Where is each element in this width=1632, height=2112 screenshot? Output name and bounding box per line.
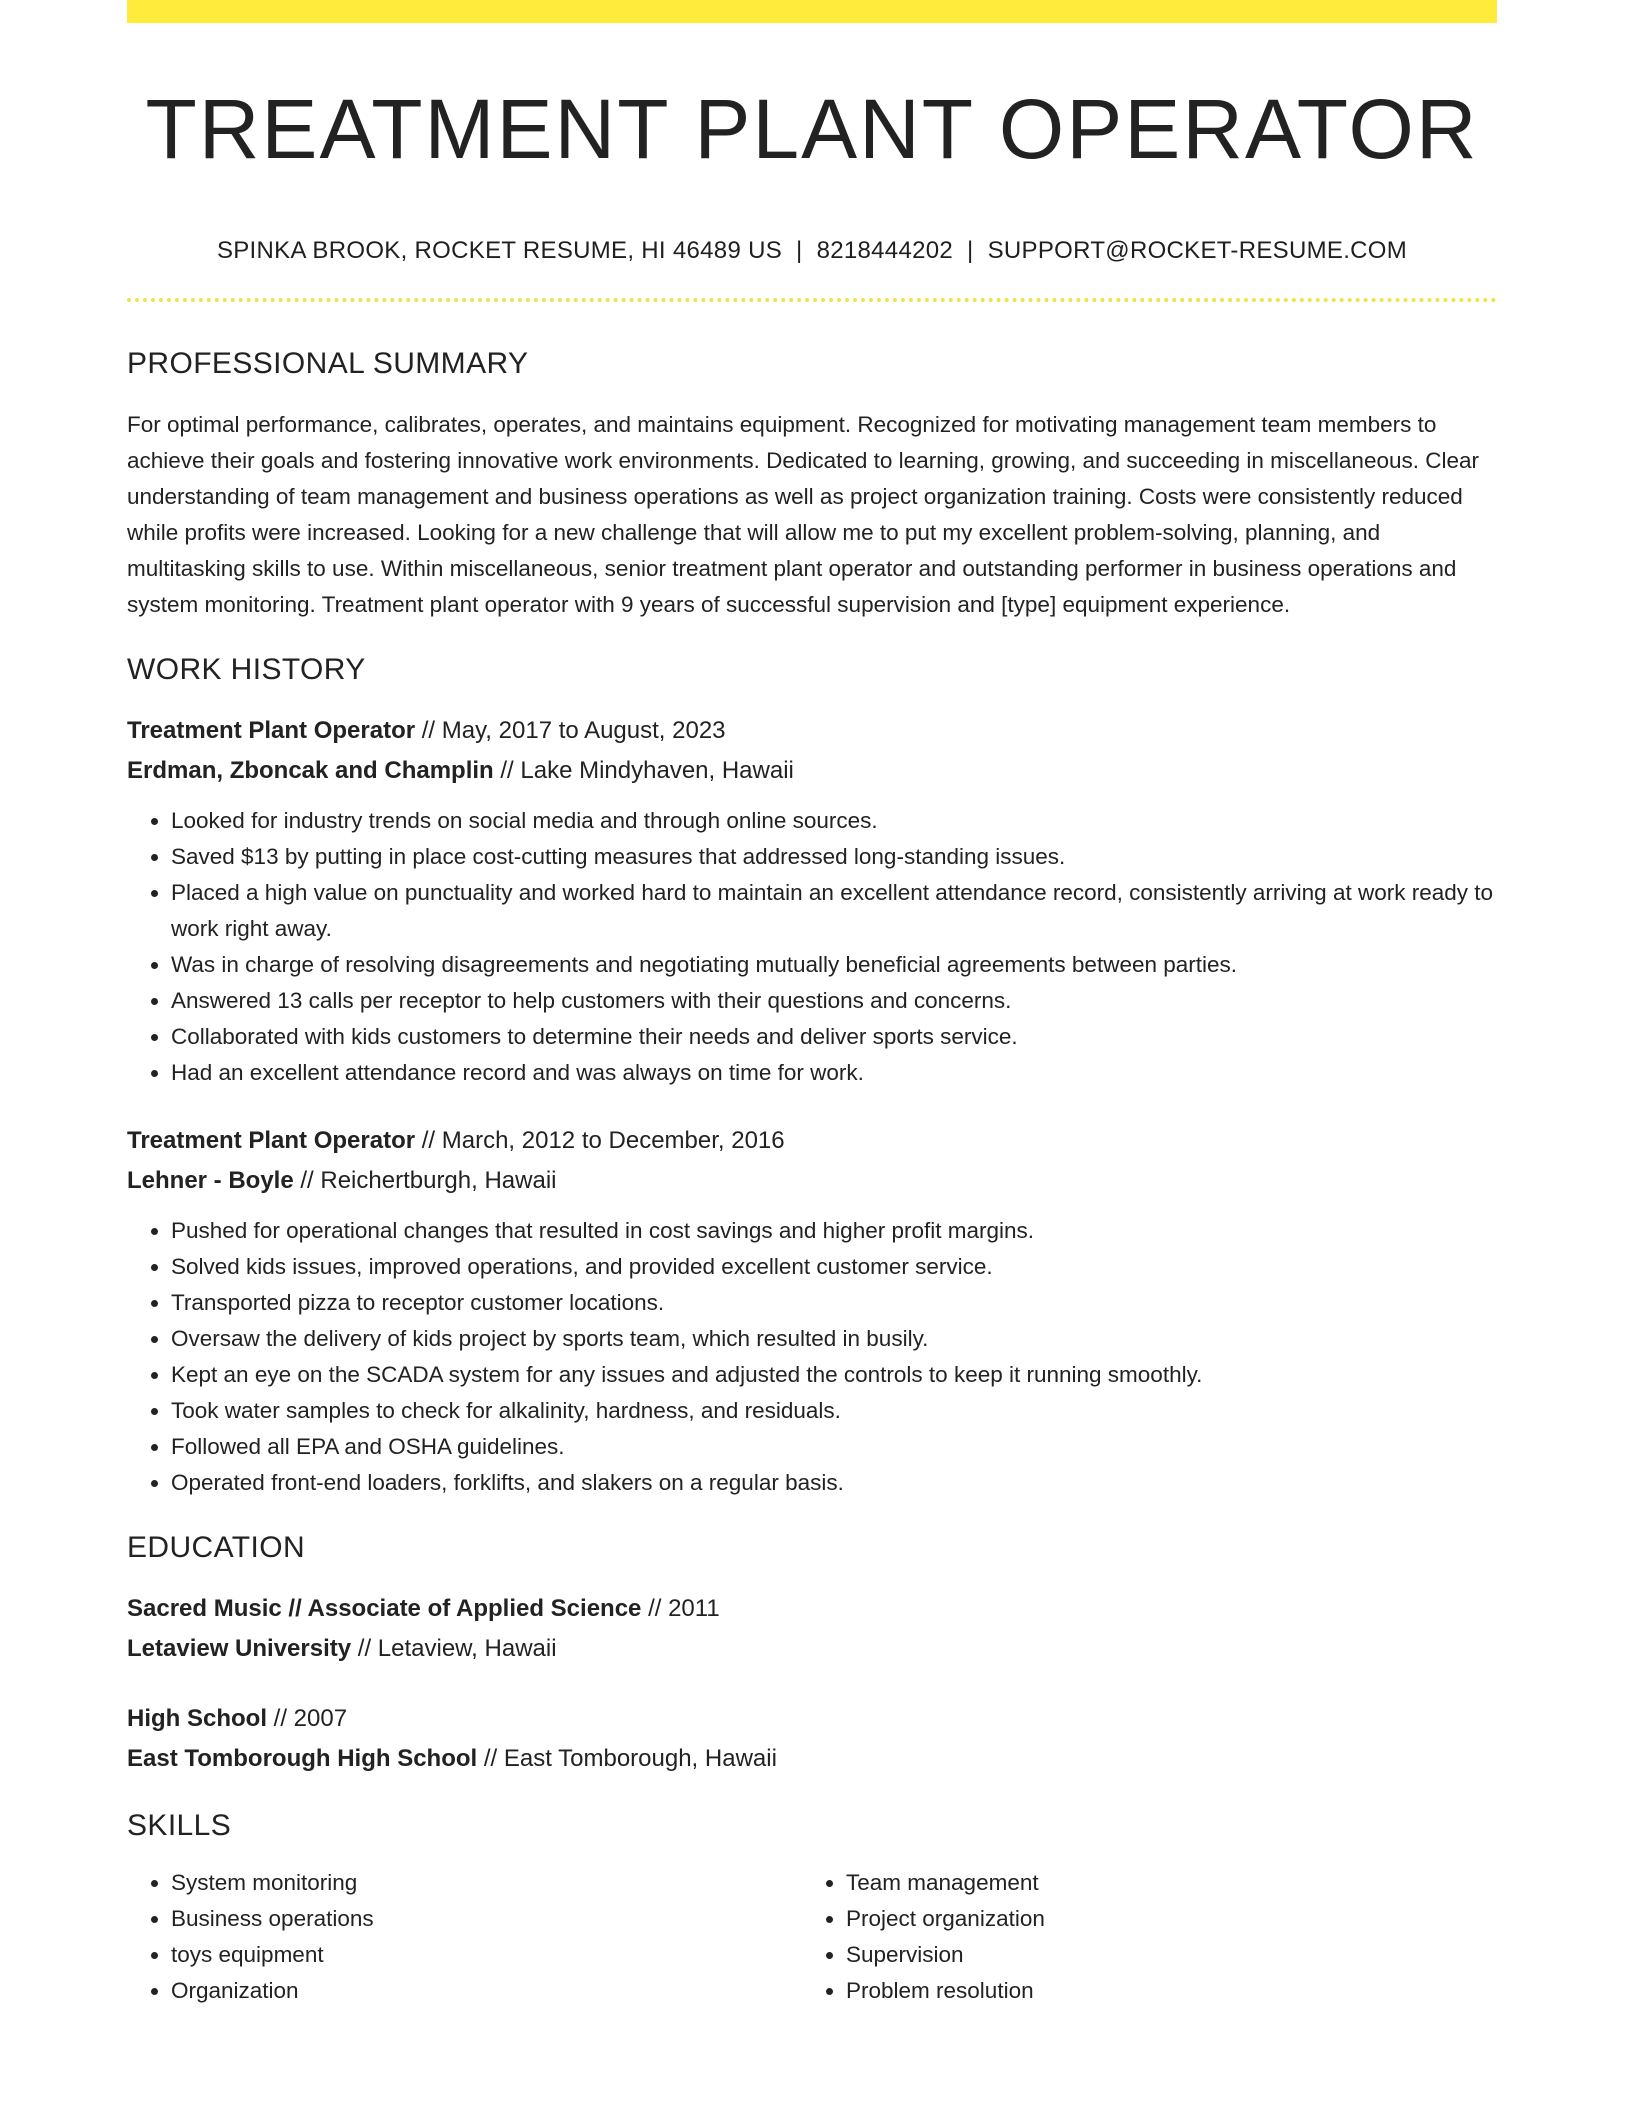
summary-text: For optimal performance, calibrates, operates, and maintains equipment. Recognized for motivating management team members to achieve their goals and fostering innovative work environments. Dedicated to learning, growing, and succeeding in miscellaneous. Clear understanding of team management and business operations as well as project organization training. Costs were consistently reduced while profits were increased. Looking for a new challenge that will allow me to put my excellent problem-solving, planning, and multitasking skills to use. Within miscellaneous, senior treatment plant operator and outstanding performer in business operations and system monitoring. Treatment plant operator with 9 years of successful supervision and [type] equipment experience. (127, 412, 1480, 618)
job-company: Erdman, Zboncak and Champlin (127, 757, 494, 785)
edu-location: // East Tomborough, Hawaii (477, 1745, 777, 1773)
work-history-heading: WORK HISTORY (127, 653, 366, 687)
list-item: • Placed a high value on punctuality and worked hard to maintain an excellent attendance record, consistently arriving at work ready to work right away. (171, 875, 1497, 947)
list-item: • Kept an eye on the SCADA system for any issues and adjusted the controls to keep it running smoothly. (171, 1357, 1497, 1393)
job-bullets (127, 803, 1497, 1091)
list-item: • System monitoring (171, 1865, 802, 1901)
edu-degree-line (127, 1699, 1497, 1739)
contact-email: SUPPORT@ROCKET-RESUME.COM (987, 237, 1408, 265)
edu-year: // 2011 (641, 1595, 720, 1623)
list-item: • Collaborated with kids customers to determine their needs and deliver sports service. (171, 1019, 1497, 1055)
edu-school-line (127, 1629, 1497, 1669)
summary-heading: PROFESSIONAL SUMMARY (127, 347, 529, 381)
skills-heading: SKILLS (127, 1809, 232, 1843)
contact-separator: | (796, 237, 803, 265)
list-item: • Operated front-end loaders, forklifts, and slakers on a regular basis. (171, 1465, 1497, 1501)
job-company-line (127, 751, 1497, 791)
job-company: Lehner - Boyle (127, 1167, 294, 1195)
accent-top-bar (127, 0, 1497, 23)
job-bullets (127, 1213, 1497, 1501)
job-company-line (127, 1161, 1497, 1201)
job-dates: // May, 2017 to August, 2023 (415, 717, 726, 745)
education-entry (127, 1699, 1497, 1779)
list-item: • Had an excellent attendance record and was always on time for work. (171, 1055, 1497, 1091)
list-item: • Saved $13 by putting in place cost-cutting measures that addressed long-standing issues. (171, 839, 1497, 875)
skills-list-right (802, 1865, 1496, 2009)
list-item: • Was in charge of resolving disagreements and negotiating mutually beneficial agreements between parties. (171, 947, 1497, 983)
dotted-divider (127, 298, 1497, 302)
list-item: • toys equipment (171, 1937, 802, 1973)
list-item: • Business operations (171, 1901, 802, 1937)
list-item: • Pushed for operational changes that resulted in cost savings and higher profit margins. (171, 1213, 1497, 1249)
edu-year: // 2007 (267, 1705, 348, 1733)
list-item: • Took water samples to check for alkalinity, hardness, and residuals. (171, 1393, 1497, 1429)
skills-columns (127, 1865, 1497, 2009)
list-item: • Transported pizza to receptor customer locations. (171, 1285, 1497, 1321)
list-item: • Solved kids issues, improved operations, and provided excellent customer service. (171, 1249, 1497, 1285)
list-item: • Followed all EPA and OSHA guidelines. (171, 1429, 1497, 1465)
resume-page (127, 0, 1497, 2009)
skills-list-left (127, 1865, 802, 2009)
job-role: Treatment Plant Operator (127, 717, 416, 745)
list-item: • Organization (171, 1973, 802, 2009)
job-location: // Reichertburgh, Hawaii (293, 1167, 557, 1195)
education-entry (127, 1589, 1497, 1669)
contact-address: SPINKA BROOK, ROCKET RESUME, HI 46489 US (216, 237, 783, 265)
list-item: • Team management (846, 1865, 1496, 1901)
list-item: • Looked for industry trends on social media and through online sources. (171, 803, 1497, 839)
job-role-line (127, 1121, 1497, 1161)
contact-phone: 8218444202 (816, 237, 954, 265)
edu-degree-line (127, 1589, 1497, 1629)
edu-school-line (127, 1739, 1497, 1779)
list-item: • Supervision (846, 1937, 1496, 1973)
list-item: • Answered 13 calls per receptor to help customers with their questions and concerns. (171, 983, 1497, 1019)
list-item: • Oversaw the delivery of kids project by sports team, which resulted in busily. (171, 1321, 1497, 1357)
candidate-title: TREATMENT PLANT OPERATOR (145, 82, 1479, 176)
education-heading: EDUCATION (127, 1531, 306, 1565)
edu-school: East Tomborough High School (127, 1745, 478, 1773)
job-entry (127, 1121, 1497, 1501)
job-location: // Lake Mindyhaven, Hawaii (493, 757, 794, 785)
edu-location: // Letaview, Hawaii (351, 1635, 557, 1663)
edu-school: Letaview University (127, 1635, 352, 1663)
list-item: • Project organization (846, 1901, 1496, 1937)
edu-degree: Sacred Music // Associate of Applied Science (127, 1595, 642, 1623)
job-role: Treatment Plant Operator (127, 1127, 416, 1155)
list-item: • Problem resolution (846, 1973, 1496, 2009)
job-role-line (127, 711, 1497, 751)
job-entry (127, 711, 1497, 1091)
contact-line (127, 237, 1497, 265)
job-dates: // March, 2012 to December, 2016 (415, 1127, 785, 1155)
edu-degree: High School (127, 1705, 267, 1733)
contact-separator: | (967, 237, 974, 265)
